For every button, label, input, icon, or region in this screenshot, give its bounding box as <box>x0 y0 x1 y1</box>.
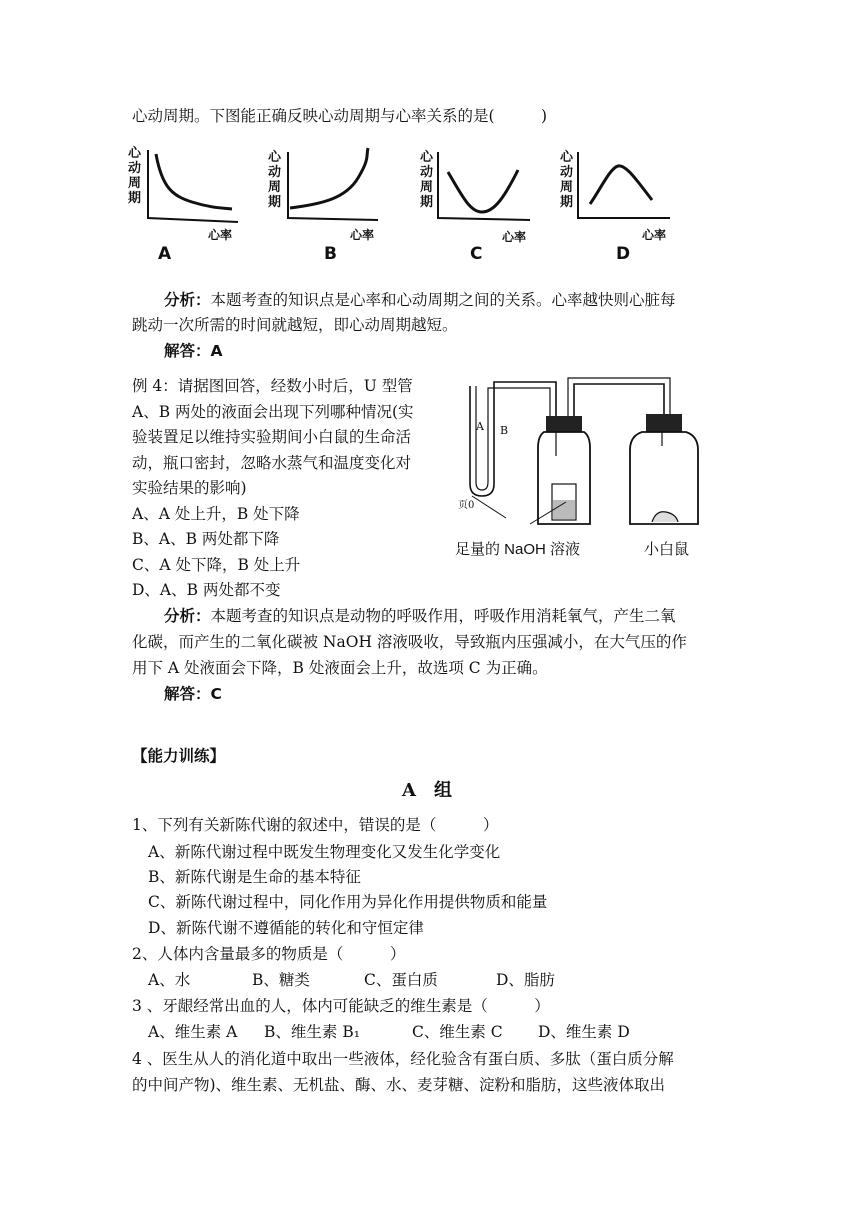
q3-text: 3 、牙龈经常出血的人，体内可能缺乏的维生素是（ ） <box>132 997 550 1015</box>
ex4-line5: 实验结果的影响) <box>132 479 247 497</box>
naoh-caption: 足量的 NaOH 溶液 <box>455 541 581 558</box>
group-heading: A 组 <box>402 780 452 801</box>
q2-option-a: A、水 <box>148 971 191 989</box>
q2-option-b: B、糖类 <box>252 971 310 989</box>
apparatus-diagram <box>446 372 716 537</box>
section-heading: 【能力训练】 <box>132 747 226 765</box>
q1-option-c: C、新陈代谢过程中，同化作用为异化作用提供物质和能量 <box>148 893 548 911</box>
q2-option-d: D、脂肪 <box>496 971 555 989</box>
ex4-option-b: B、A、B 两处都下降 <box>132 530 280 548</box>
graph-d-ylabel: 心动周期 <box>560 150 574 210</box>
ex4-analysis-line2: 化碳，而产生的二氧化碳被 NaOH 溶液吸收，导致瓶内压强减小，在大气压的作 <box>132 633 687 651</box>
graph-d-xlabel: 心率 <box>642 228 667 242</box>
tube-label-a: A <box>476 420 484 433</box>
graph-b <box>268 138 388 268</box>
graph-d <box>560 138 680 268</box>
q3-option-c: C、维生素 C <box>412 1023 503 1041</box>
graph-a-xlabel: 心率 <box>208 228 233 242</box>
question-intro: 心动周期。下图能正确反映心动周期与心率关系的是( ) <box>132 107 548 125</box>
graph-b-xlabel: 心率 <box>350 228 375 242</box>
graph-c-ylabel: 心动周期 <box>420 150 434 210</box>
graph-a-letter: A <box>158 244 172 264</box>
q3-option-b: B、维生素 B₁ <box>264 1023 360 1041</box>
mouse-caption: 小白鼠 <box>644 541 690 558</box>
ex3-analysis-label: 分析： <box>164 291 211 309</box>
graph-c-letter: C <box>470 244 483 264</box>
q3-option-d: D、维生素 D <box>538 1023 630 1041</box>
ex4-option-c: C、A 处下降，B 处上升 <box>132 556 301 574</box>
graph-b-letter: B <box>324 244 337 264</box>
graph-a-plot <box>128 138 248 268</box>
ex4-line3: 验装置足以维持实验期间小白鼠的生命活 <box>132 428 412 446</box>
q1-option-a: A、新陈代谢过程中既发生物理变化又发生化学变化 <box>148 843 501 861</box>
ex4-line1: 例 4：请据图回答，经数小时后，U 型管 <box>132 377 413 395</box>
graph-a <box>128 138 248 268</box>
ex4-analysis-line3: 用下 A 处液面会下降，B 处液面会上升，故选项 C 为正确。 <box>132 659 548 677</box>
ex4-option-d: D、A、B 两处都不变 <box>132 581 281 599</box>
ex3-analysis-line2: 跳动一次所需的时间就越短，即心动周期越短。 <box>132 316 458 334</box>
ex4-analysis-label: 分析： <box>164 607 211 625</box>
ex4-line4: 动，瓶口密封，忽略水蒸气和温度变化对 <box>132 454 412 472</box>
graph-b-ylabel: 心动周期 <box>268 150 282 210</box>
ex4-answer: 解答：C <box>164 685 222 703</box>
graph-a-ylabel: 心动周期 <box>128 146 142 206</box>
apparatus-drawing <box>446 372 716 537</box>
graph-d-letter: D <box>616 244 631 264</box>
q3-option-a: A、维生素 A <box>148 1023 238 1041</box>
ex4-option-a: A、A 处上升，B 处下降 <box>132 505 300 523</box>
q4-line2: 的中间产物)、维生素、无机盐、酶、水、麦芽糖、淀粉和脂肪，这些液体取出 <box>132 1076 666 1094</box>
ex3-answer: 解答：A <box>164 342 223 360</box>
q2-option-c: C、蛋白质 <box>364 971 438 989</box>
q1-option-b: B、新陈代谢是生命的基本特征 <box>148 868 361 886</box>
ex4-line2: A、B 两处的液面会出现下列哪种情况(实 <box>132 403 414 421</box>
graph-c <box>420 138 540 268</box>
q2-text: 2、人体内含量最多的物质是（ ） <box>132 945 406 963</box>
q1-text: 1、下列有关新陈代谢的叙述中，错误的是（ ） <box>132 816 499 834</box>
q1-option-d: D、新陈代谢不遵循能的转化和守恒定律 <box>148 919 424 937</box>
level-label: 页0 <box>458 500 475 511</box>
q4-line1: 4 、医生从人的消化道中取出一些液体，经化验含有蛋白质、多肽（蛋白质分解 <box>132 1050 674 1068</box>
tube-label-b: B <box>500 424 509 437</box>
graph-c-xlabel: 心率 <box>502 230 527 244</box>
ex3-analysis-line1: 分析：本题考查的知识点是心率和心动周期之间的关系。心率越快则心脏每 <box>164 291 676 309</box>
ex4-analysis-line1: 分析：本题考查的知识点是动物的呼吸作用，呼吸作用消耗氧气，产生二氧 <box>164 607 676 625</box>
